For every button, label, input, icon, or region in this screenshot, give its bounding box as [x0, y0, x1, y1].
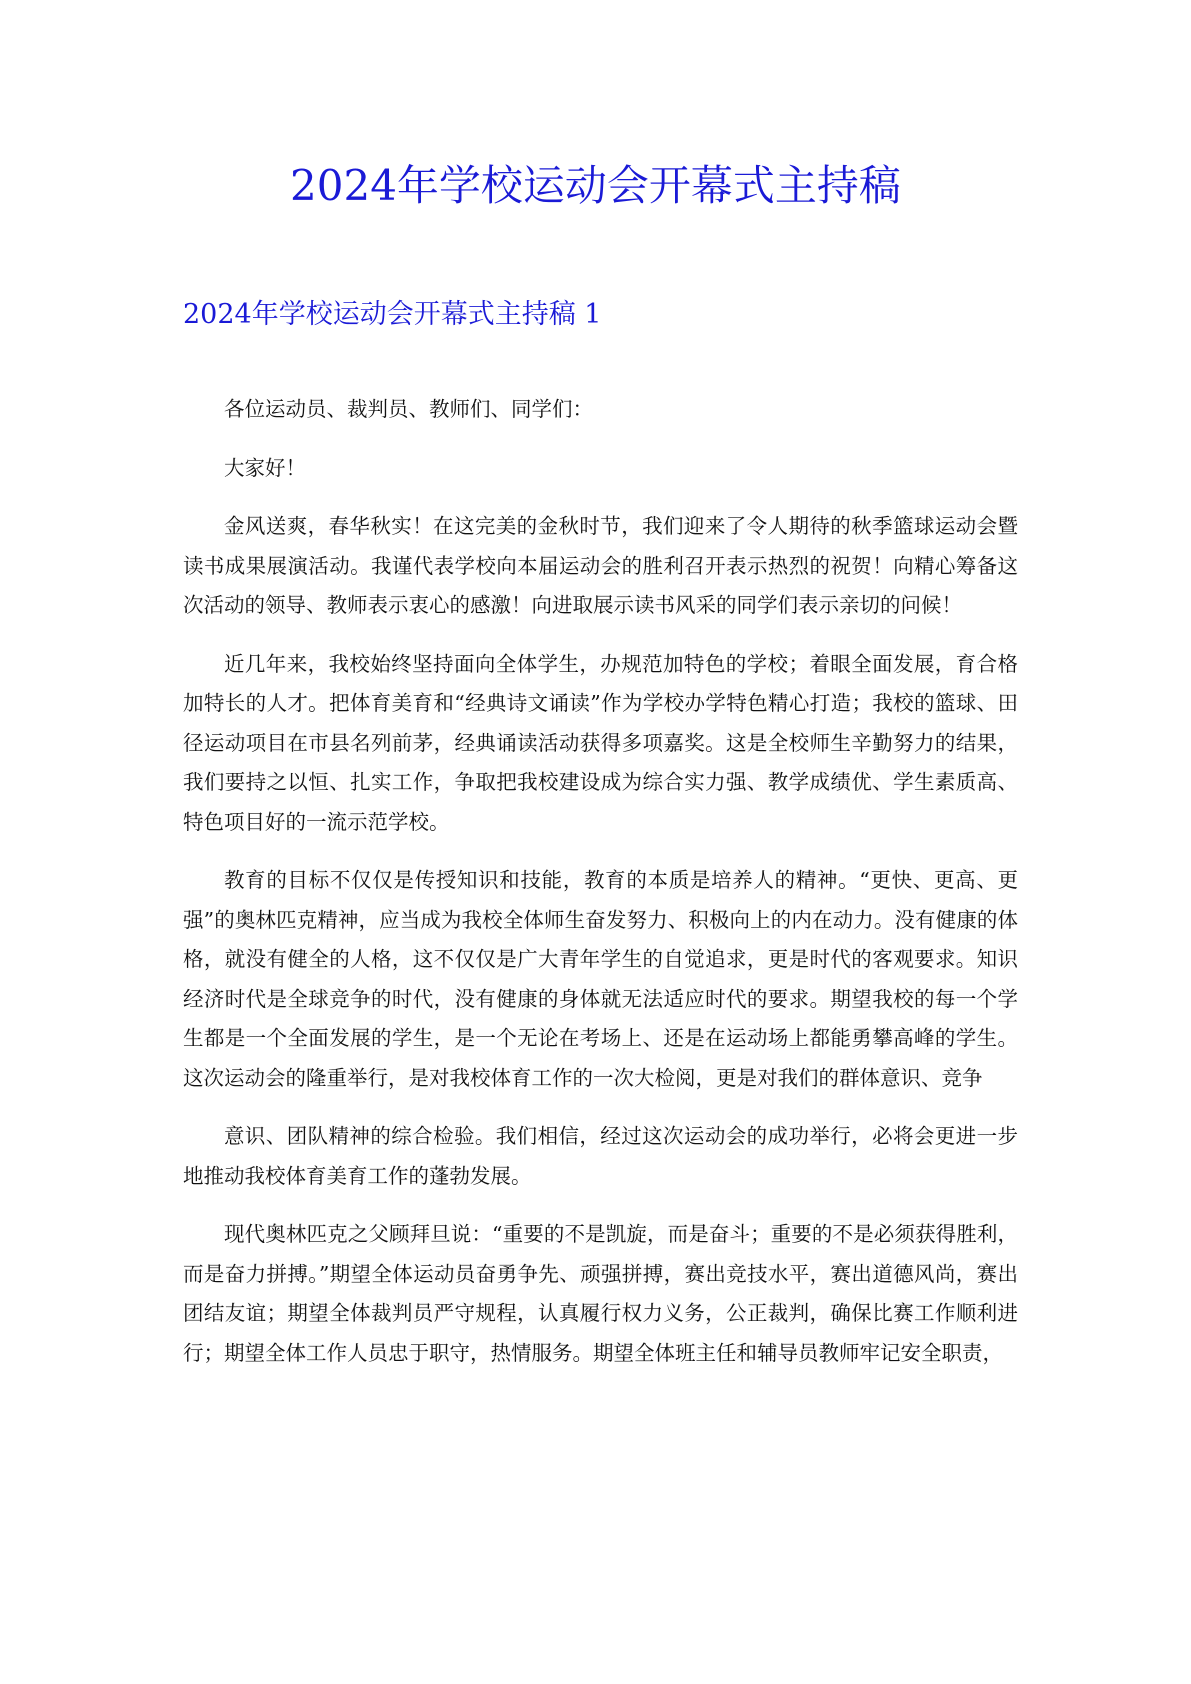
paragraph-greeting: 大家好！ — [224, 455, 306, 480]
document-title: 2024年学校运动会开幕式主持稿 — [290, 161, 901, 210]
paragraph-opening: 金风送爽，春华秋实！在这完美的金秋时节，我们迎来了令人期待的秋季篮球运动会暨读书成果展演活动。我谨代表学校向本届运动会的胜利召开表示热烈的祝贺！向精心筹备这次活动的领导、教师表示衷心的感激！向进取展示读书风采的同学们表示亲切的问候！ — [183, 514, 1018, 617]
paragraph-salutation: 各位运动员、裁判员、教师们、同学们： — [224, 397, 593, 421]
document-body — [183, 390, 1018, 1373]
section-title: 2024年学校运动会开幕式主持稿 1 — [183, 299, 602, 330]
paragraph-education-goal: 教育的目标不仅仅是传授知识和技能，教育的本质是培养人的精神。“更快、更高、更强”的奥林匹克精神，应当成为我校全体师生奋发努力、积极向上的内在动力。没有健康的体格，就没有健全的人格，这不仅仅是广大青年学生的自觉追求，更是时代的客观要求。知识经济时代是全球竞争的时代，没有健康的身体就无法适应时代的要求。期望我校的每一个学生都是一个全面发展的学生，是一个无论在考场上、还是在运动场上都能勇攀高峰的学生。这次运动会的隆重举行，是对我校体育工作的一次大检阅，更是对我们的群体意识、竞争 — [183, 868, 1018, 1090]
paragraph-coubertin-quote: 现代奥林匹克之父顾拜旦说：“重要的不是凯旋，而是奋斗；重要的不是必须获得胜利，而是奋力拼搏。”期望全体运动员奋勇争先、顽强拼搏，赛出竞技水平，赛出道德风尚，赛出团结友谊；期望全体裁判员严守规程，认真履行权力义务，公正裁判，确保比赛工作顺利进行；期望全体工作人员忠于职守，热情服务。期望全体班主任和辅导员教师牢记安全职责， — [183, 1222, 1018, 1365]
paragraph-team-spirit: 意识、团队精神的综合检验。我们相信，经过这次运动会的成功举行，必将会更进一步地推动我校体育美育工作的蓬勃发展。 — [183, 1124, 1018, 1188]
paragraph-school-achievements: 近几年来，我校始终坚持面向全体学生，办规范加特色的学校；着眼全面发展，育合格加特长的人才。把体育美育和“经典诗文诵读”作为学校办学特色精心打造；我校的篮球、田径运动项目在市县名列前茅，经典诵读活动获得多项嘉奖。这是全校师生辛勤努力的结果，我们要持之以恒、扎实工作，争取把我校建设成为综合实力强、教学成绩优、学生素质高、特色项目好的一流示范学校。 — [183, 651, 1018, 834]
